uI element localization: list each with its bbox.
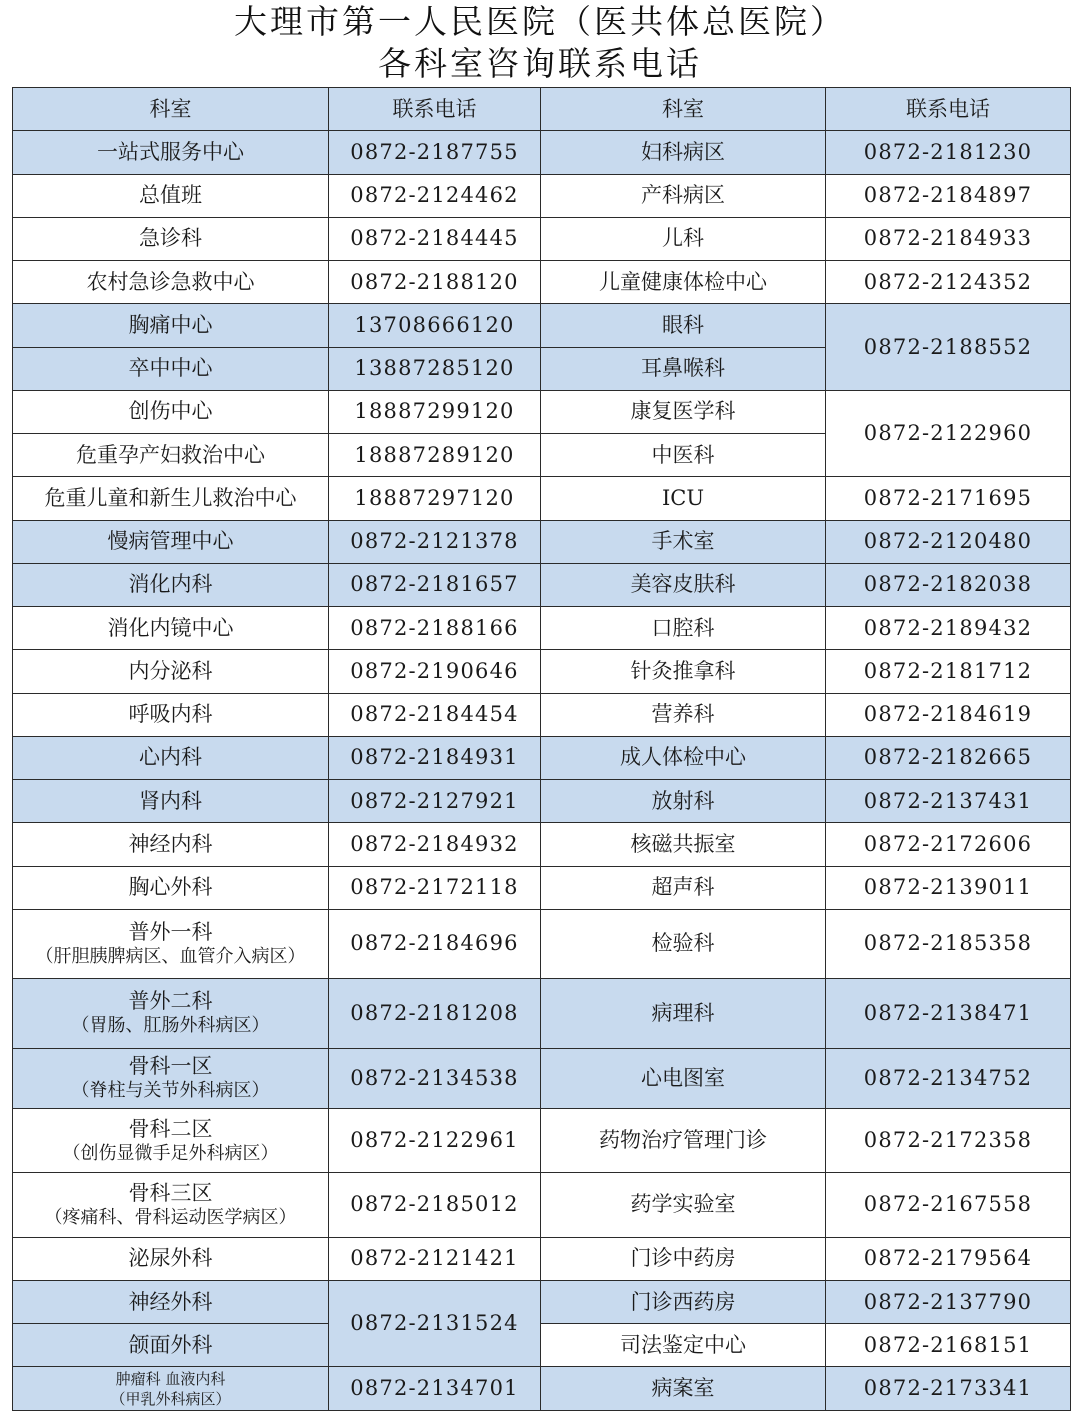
dept-cell: 儿童健康体检中心 [541, 261, 826, 304]
phone-cell: 0872-2181230 [826, 131, 1071, 174]
dept-cell [13, 979, 329, 1048]
table-row [13, 1108, 1071, 1172]
phone-cell: 0872-2184932 [329, 823, 541, 866]
header-phone-right: 联系电话 [826, 88, 1071, 131]
dept-cell: 胸痛中心 [13, 304, 329, 347]
table-row [13, 390, 1071, 433]
dept-cell: 危重孕产妇救治中心 [13, 434, 329, 477]
header-phone-left: 联系电话 [329, 88, 541, 131]
table-row [13, 1237, 1071, 1280]
dept-cell [13, 1173, 329, 1237]
phone-cell: 0872-2122960 [826, 390, 1071, 477]
header-dept-right: 科室 [541, 88, 826, 131]
phone-cell: 0872-2138471 [826, 979, 1071, 1048]
phone-cell: 0872-2182038 [826, 563, 1071, 606]
header-row [13, 88, 1071, 131]
dept-cell: 针灸推拿科 [541, 650, 826, 693]
table-row [13, 1367, 1071, 1411]
dept-cell: 妇科病区 [541, 131, 826, 174]
phone-cell: 0872-2121378 [329, 520, 541, 563]
dept-name: 普外一科 [128, 919, 213, 944]
dept-cell: 总值班 [13, 174, 329, 217]
dept-subtitle: （肝胆胰脾病区、血管介入病区） [35, 945, 306, 967]
dept-cell: 病案室 [541, 1367, 826, 1411]
dept-name: 骨科二区 [128, 1116, 213, 1141]
table-row [13, 261, 1071, 304]
phone-cell: 0872-2184454 [329, 693, 541, 736]
table-row [13, 174, 1071, 217]
table-row [13, 1280, 1071, 1323]
dept-cell: 危重儿童和新生儿救治中心 [13, 477, 329, 520]
dept-cell: 农村急诊急救中心 [13, 261, 329, 304]
table-row [13, 1173, 1071, 1237]
table-row [13, 736, 1071, 779]
phone-cell: 0872-2184897 [826, 174, 1071, 217]
dept-cell: 营养科 [541, 693, 826, 736]
dept-cell: 一站式服务中心 [13, 131, 329, 174]
table-row [13, 909, 1071, 978]
phone-cell: 0872-2188120 [329, 261, 541, 304]
dept-name: 骨科一区 [128, 1054, 213, 1079]
phone-cell: 0872-2122961 [329, 1108, 541, 1172]
dept-cell: 康复医学科 [541, 390, 826, 433]
phone-cell: 18887289120 [329, 434, 541, 477]
phone-cell: 0872-2134701 [329, 1367, 541, 1411]
dept-subtitle: （脊柱与关节外科病区） [71, 1080, 270, 1102]
header-dept-left: 科室 [13, 88, 329, 131]
phone-cell: 0872-2121421 [329, 1237, 541, 1280]
phone-cell: 0872-2188166 [329, 607, 541, 650]
table-row [13, 477, 1071, 520]
dept-cell: 神经外科 [13, 1280, 329, 1323]
dept-cell: 颌面外科 [13, 1324, 329, 1367]
dept-cell: 创伤中心 [13, 390, 329, 433]
table-row [13, 780, 1071, 823]
dept-cell: 产科病区 [541, 174, 826, 217]
phone-cell: 18887299120 [329, 390, 541, 433]
table-row [13, 979, 1071, 1048]
phone-cell: 0872-2172118 [329, 866, 541, 909]
phone-cell: 0872-2168151 [826, 1324, 1071, 1367]
phone-cell: 0872-2187755 [329, 131, 541, 174]
dept-cell: 泌尿外科 [13, 1237, 329, 1280]
phone-cell: 0872-2185358 [826, 909, 1071, 978]
phone-cell: 0872-2184445 [329, 217, 541, 260]
dept-cell: 急诊科 [13, 217, 329, 260]
dept-cell: 神经内科 [13, 823, 329, 866]
dept-cell: ICU [541, 477, 826, 520]
dept-cell: 儿科 [541, 217, 826, 260]
dept-cell: 核磁共振室 [541, 823, 826, 866]
phone-cell: 0872-2137431 [826, 780, 1071, 823]
dept-cell [13, 909, 329, 978]
dept-cell: 放射科 [541, 780, 826, 823]
phone-cell: 0872-2188552 [826, 304, 1071, 391]
phone-cell: 0872-2120480 [826, 520, 1071, 563]
phone-cell: 0872-2181208 [329, 979, 541, 1048]
phone-cell: 0872-2127921 [329, 780, 541, 823]
dept-name: 骨科三区 [128, 1180, 213, 1205]
dept-cell: 成人体检中心 [541, 736, 826, 779]
dept-subtitle: （疼痛科、骨科运动医学病区） [44, 1206, 297, 1228]
dept-cell: 胸心外科 [13, 866, 329, 909]
phone-cell: 0872-2190646 [329, 650, 541, 693]
phone-cell: 0872-2184619 [826, 693, 1071, 736]
contact-table [12, 87, 1071, 1411]
table-row [13, 866, 1071, 909]
dept-cell: 消化内科 [13, 563, 329, 606]
table-row [13, 650, 1071, 693]
phone-cell: 13887285120 [329, 347, 541, 390]
phone-cell: 18887297120 [329, 477, 541, 520]
dept-cell: 药学实验室 [541, 1173, 826, 1237]
dept-cell: 超声科 [541, 866, 826, 909]
phone-cell: 0872-2134752 [826, 1048, 1071, 1108]
phone-cell: 13708666120 [329, 304, 541, 347]
dept-cell: 心内科 [13, 736, 329, 779]
dept-cell: 中医科 [541, 434, 826, 477]
table-row [13, 520, 1071, 563]
dept-subtitle: （甲乳外科病区） [110, 1389, 231, 1408]
table-row [13, 1048, 1071, 1108]
dept-cell: 检验科 [541, 909, 826, 978]
page-title: 大理市第一人民医院（医共体总医院） [234, 2, 846, 41]
dept-cell: 手术室 [541, 520, 826, 563]
phone-cell: 0872-2184933 [826, 217, 1071, 260]
dept-cell: 司法鉴定中心 [541, 1324, 826, 1367]
dept-cell: 口腔科 [541, 607, 826, 650]
dept-cell: 心电图室 [541, 1048, 826, 1108]
table-row [13, 823, 1071, 866]
dept-cell: 药物治疗管理门诊 [541, 1108, 826, 1172]
page-subtitle: 各科室咨询联系电话 [378, 44, 702, 83]
dept-cell: 病理科 [541, 979, 826, 1048]
dept-name: 普外二科 [128, 989, 213, 1014]
dept-cell: 门诊西药房 [541, 1280, 826, 1323]
table-row [13, 131, 1071, 174]
table-row [13, 693, 1071, 736]
dept-cell: 卒中中心 [13, 347, 329, 390]
dept-cell: 美容皮肤科 [541, 563, 826, 606]
dept-cell: 呼吸内科 [13, 693, 329, 736]
dept-cell: 消化内镜中心 [13, 607, 329, 650]
dept-name: 肿瘤科 血液内科 [115, 1369, 226, 1388]
phone-cell: 0872-2173341 [826, 1367, 1071, 1411]
phone-cell: 0872-2179564 [826, 1237, 1071, 1280]
phone-cell: 0872-2134538 [329, 1048, 541, 1108]
table-row [13, 607, 1071, 650]
dept-cell: 耳鼻喉科 [541, 347, 826, 390]
table-row [13, 1324, 1071, 1367]
phone-cell: 0872-2124352 [826, 261, 1071, 304]
dept-subtitle: （胃肠、肛肠外科病区） [71, 1015, 270, 1037]
dept-cell: 眼科 [541, 304, 826, 347]
dept-cell: 慢病管理中心 [13, 520, 329, 563]
phone-cell: 0872-2131524 [329, 1280, 541, 1367]
phone-cell: 0872-2182665 [826, 736, 1071, 779]
dept-cell: 肾内科 [13, 780, 329, 823]
dept-cell [13, 1367, 329, 1411]
phone-cell: 0872-2139011 [826, 866, 1071, 909]
phone-cell: 0872-2185012 [329, 1173, 541, 1237]
phone-cell: 0872-2181712 [826, 650, 1071, 693]
phone-cell: 0872-2189432 [826, 607, 1071, 650]
dept-subtitle: （创伤显微手足外科病区） [62, 1142, 279, 1164]
dept-cell: 门诊中药房 [541, 1237, 826, 1280]
phone-cell: 0872-2167558 [826, 1173, 1071, 1237]
dept-cell [13, 1108, 329, 1172]
phone-cell: 0872-2184931 [329, 736, 541, 779]
phone-cell: 0872-2172358 [826, 1108, 1071, 1172]
phone-cell: 0872-2184696 [329, 909, 541, 978]
dept-cell [13, 1048, 329, 1108]
phone-cell: 0872-2181657 [329, 563, 541, 606]
table-row [13, 304, 1071, 347]
phone-cell: 0872-2172606 [826, 823, 1071, 866]
dept-cell: 内分泌科 [13, 650, 329, 693]
table-row [13, 563, 1071, 606]
phone-cell: 0872-2124462 [329, 174, 541, 217]
phone-cell: 0872-2137790 [826, 1280, 1071, 1323]
table-row [13, 217, 1071, 260]
phone-cell: 0872-2171695 [826, 477, 1071, 520]
